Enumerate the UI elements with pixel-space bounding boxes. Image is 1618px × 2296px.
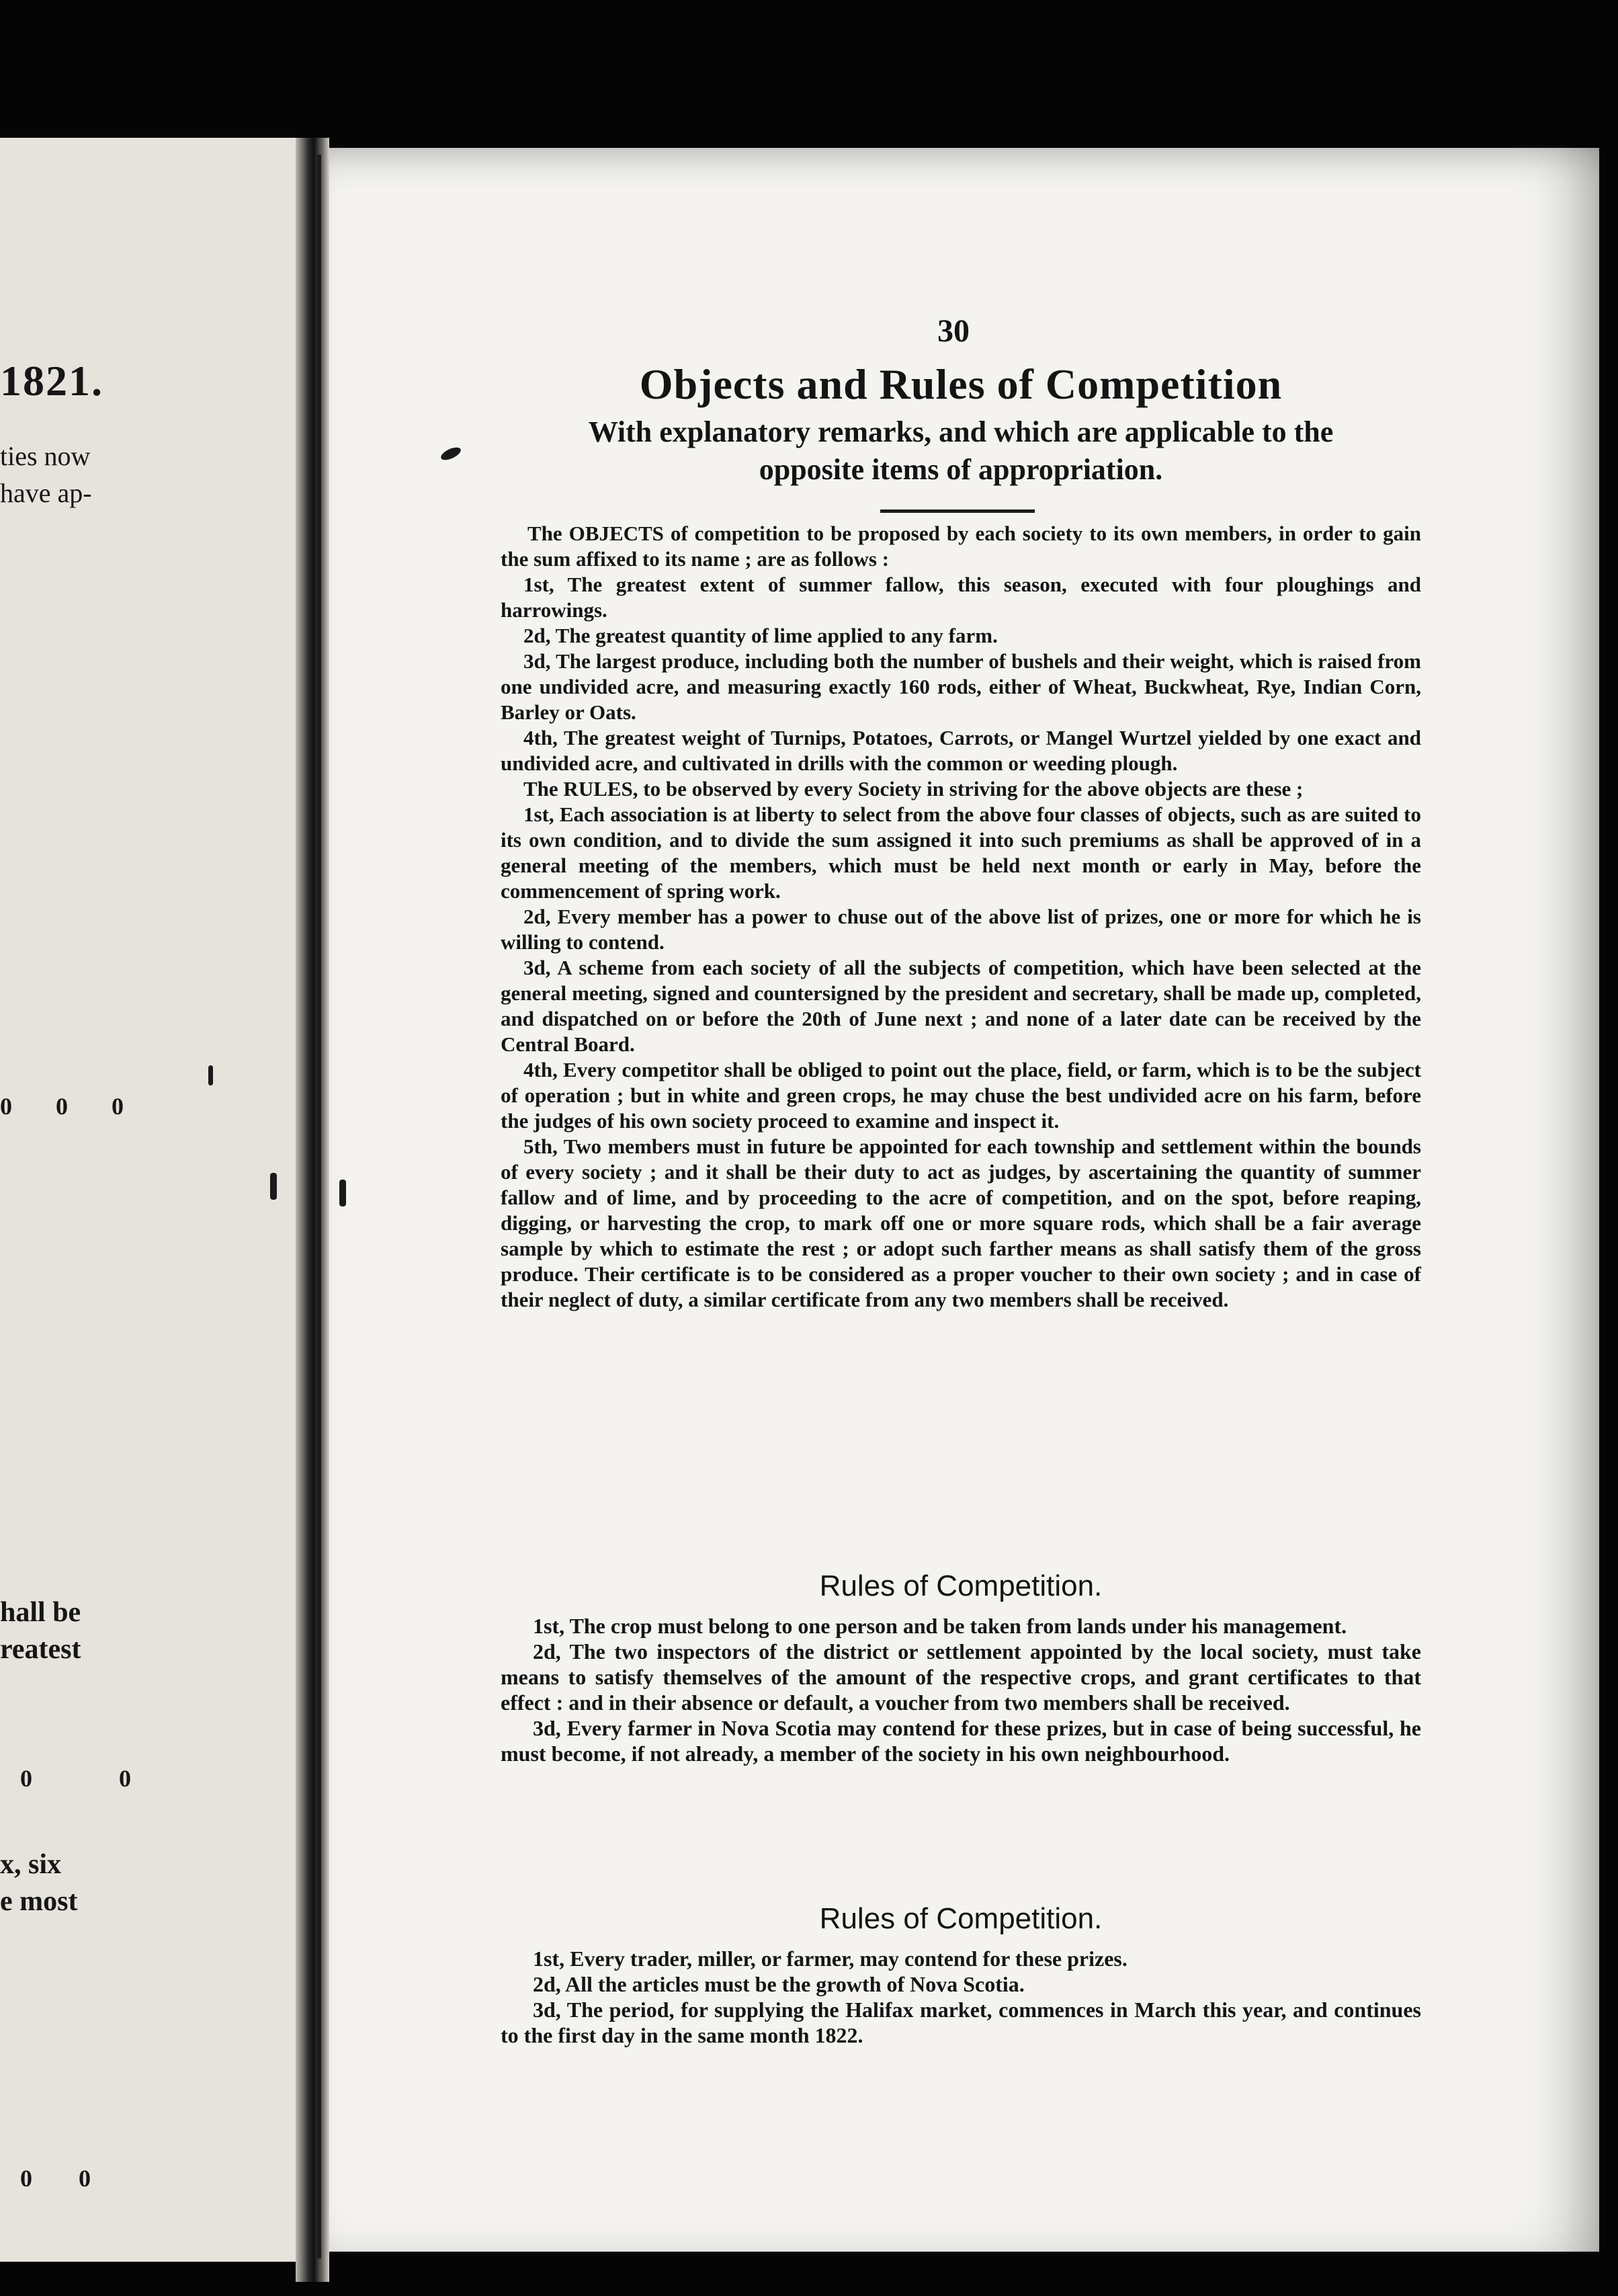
rules-item: 4th, Every competitor shall be obliged to point out the place, field, or farm, which is to be the subject of operation ; but in white and green crops, he may chuse the best undivided acre on his farm, before the judges of his own society proceed to examine and inspect it. — [501, 1058, 1421, 1133]
objects-intro: The OBJECTS of competition to be proposed by each society to its own members, in order to gain the sum affixed to its name ; are as follows : — [501, 522, 1421, 571]
left-page-line: have ap- — [0, 478, 92, 508]
ink-mark — [339, 1180, 346, 1206]
section-heading: Rules of Competition. — [819, 1569, 1103, 1602]
binding-shadow — [317, 155, 321, 2258]
page-subtitle-line: opposite items of appropriation. — [759, 453, 1163, 486]
section-item: 2d, The two inspectors of the district or settlement appointed by the local society, must take means to satisfy themselves of the amount of the respective crops, and grant certificates to that effect : and in their absence or default, a voucher from two members shall be received. — [501, 1639, 1421, 1715]
rules-item: 2d, Every member has a power to chuse out of the above list of prizes, one or more for which he is willing to contend. — [501, 905, 1421, 954]
left-page-figures: 0 0 — [20, 2165, 111, 2192]
section-item: 2d, All the articles must be the growth of Nova Scotia. — [533, 1972, 1025, 1996]
left-page-line: ties now — [0, 441, 91, 471]
left-page-figures: 0 0 0 — [0, 1093, 142, 1120]
ink-mark — [208, 1065, 213, 1085]
left-page-line: hall be — [0, 1597, 81, 1628]
left-page-line: e most — [0, 1886, 78, 1917]
left-page-line: reatest — [0, 1634, 81, 1665]
objects-item: 4th, The greatest weight of Turnips, Potatoes, Carrots, or Mangel Wurtzel yielded by one exact and undivided acre, and cultivated in drills with the common or weeding plough. — [501, 726, 1421, 775]
section-heading: Rules of Competition. — [819, 1902, 1103, 1935]
section-item: 1st, The crop must belong to one person and be taken from lands under his management. — [533, 1614, 1347, 1638]
page-title: Objects and Rules of Competition — [639, 360, 1283, 408]
rules-item: 5th, Two members must in future be appointed for each township and settlement within the bounds of every society ; and it shall be their duty to act as judges, by ascertaining the quantity of summer fallow and of lime, and by proceeding to the acre of competition, and on the spot, before reaping, digging, or harvesting the crop, to mark off one or more square rods, which shall be a fair average sample by which to estimate the rest ; or adopt such farther means as shall satisfy them of the gross produce. Their certificate is to be considered as a proper voucher to their own society ; and in case of their neglect of duty, a similar certificate from any two members shall be received. — [501, 1135, 1421, 1311]
left-page-figures: 0 0 — [20, 1765, 171, 1792]
left-page-year: 1821. — [0, 357, 103, 405]
rules-item: 1st, Each association is at liberty to select from the above four classes of objects, such as are suited to its own condition, and to divide the sum assigned it into such premiums as shall be approved of in a general meeting of the members, which must be held next month or early in May, before the commencement of spring work. — [501, 803, 1421, 903]
objects-rules-body — [501, 521, 1421, 1313]
section-item: 3d, Every farmer in Nova Scotia may contend for these prizes, but in case of being successful, he must become, if not already, a member of the society in his own neighbourhood. — [501, 1716, 1421, 1766]
section-3-body — [501, 1946, 1421, 2048]
page-number: 30 — [937, 313, 970, 349]
rules-item: 3d, A scheme from each society of all the subjects of competition, which have been selected at the general meeting, signed and countersigned by the president and secretary, shall be made up, completed, and dispatched on or before the 20th of June next ; and none of a later date can be received by the Central Board. — [501, 956, 1421, 1056]
section-item: 1st, Every trader, miller, or farmer, may contend for these prizes. — [533, 1946, 1127, 1971]
page-subtitle — [501, 413, 1421, 489]
section-2-body — [501, 1613, 1421, 1766]
objects-item: 1st, The greatest extent of summer fallow, this season, executed with four ploughings and harrowings. — [501, 573, 1421, 622]
objects-item: 2d, The greatest quantity of lime applied to any farm. — [523, 624, 998, 647]
section-item: 3d, The period, for supplying the Halifax market, commences in March this year, and continues to the first day in the same month 1822. — [501, 1998, 1421, 2047]
book-gutter — [296, 138, 329, 2282]
rules-intro: The RULES, to be observed by every Society in striving for the above objects are these ; — [523, 777, 1304, 801]
objects-item: 3d, The largest produce, including both the number of bushels and their weight, which is raised from one undivided acre, and measuring exactly 160 rods, either of Wheat, Buckwheat, Rye, Indian Corn, Barley or Oats. — [501, 649, 1421, 724]
left-page-line: x, six — [0, 1849, 62, 1880]
title-rule — [880, 509, 1035, 513]
ink-mark — [270, 1173, 277, 1200]
page-subtitle-line: With explanatory remarks, and which are applicable to the — [588, 415, 1334, 448]
left-facing-page — [0, 138, 309, 2262]
